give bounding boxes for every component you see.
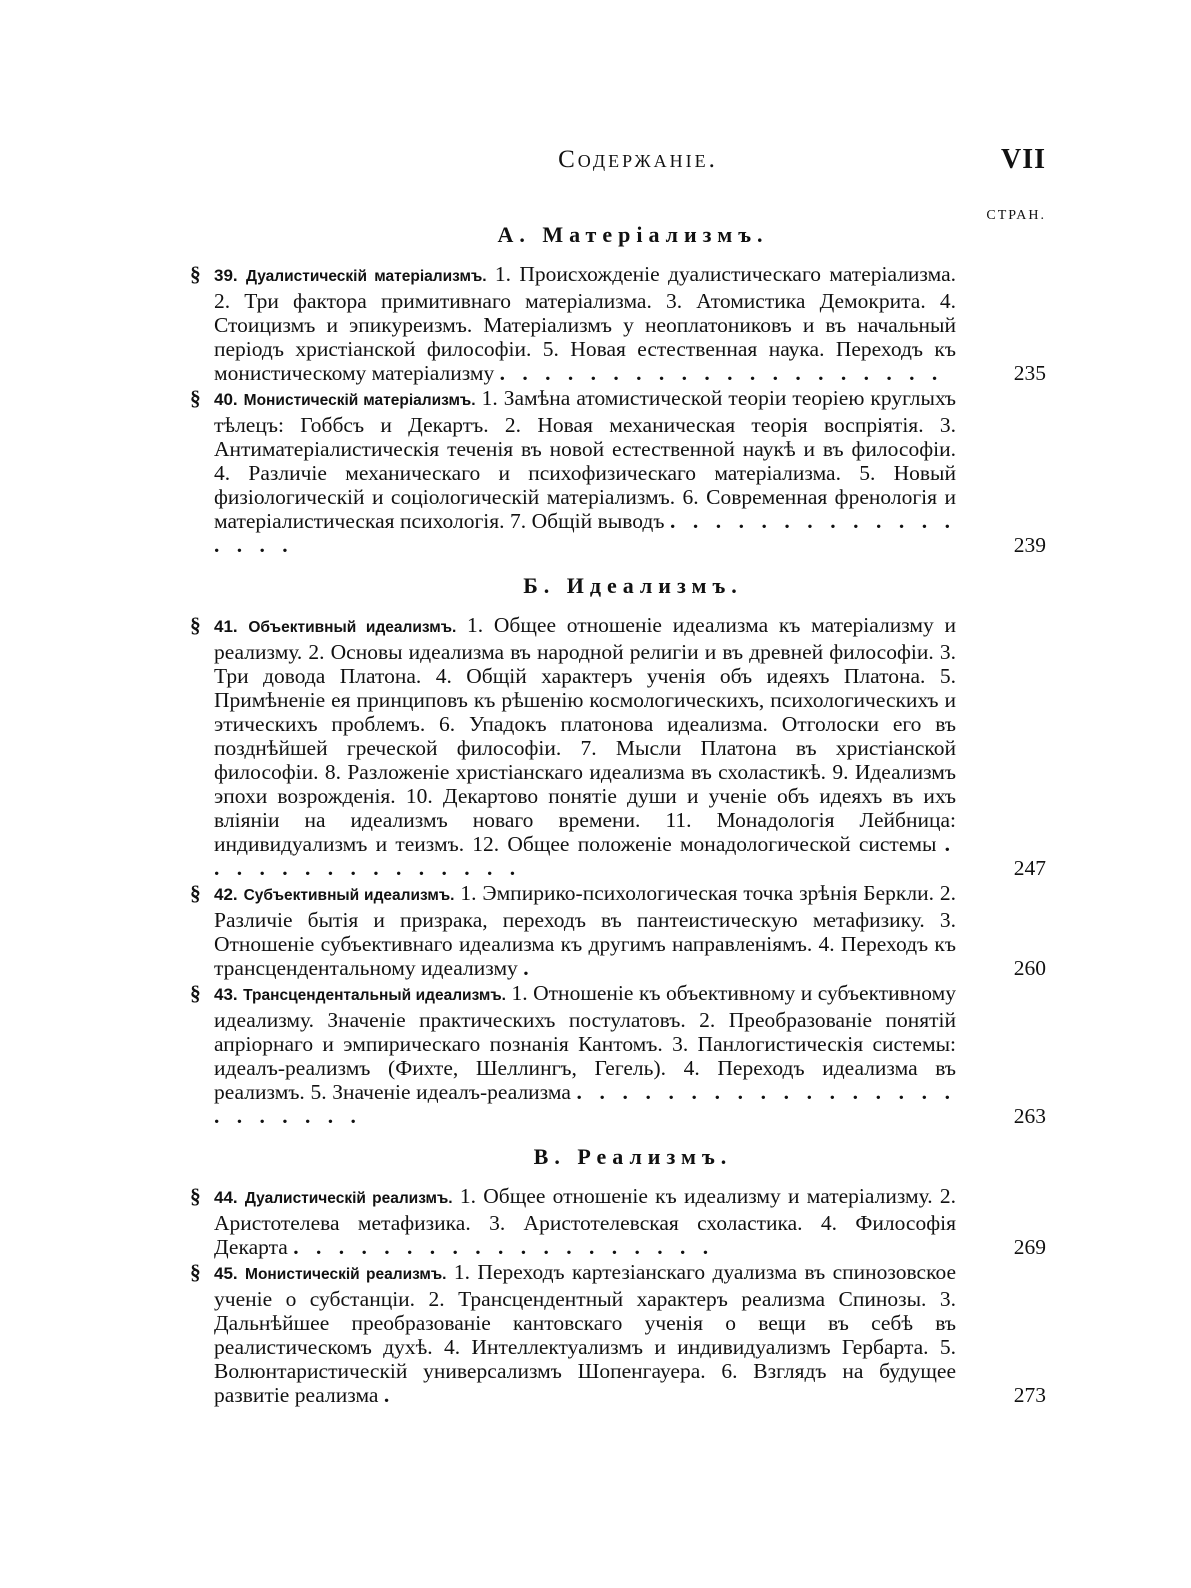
entry-title: Монистическій реализмъ.: [245, 1266, 447, 1283]
entry-number: 42.: [214, 885, 238, 904]
entry-description: 1. Замѣна атомистической теоріи теоріею круглыхъ тѣлецъ: Гоббсъ и Декартъ. 2. Новая механическая теорія воспріятія. 3. Антиматеріалистическія теченія въ новой естественной наукѣ и въ философіи. 4. Различіе механическаго и психофизическаго матеріализма. 5. Новый физіологическій и соціологическій матеріализмъ. 6. Современная френологія и матеріалистическая психологія. 7. Общій выводъ: [214, 386, 956, 533]
entry-page-number: 247: [1013, 856, 1046, 880]
entry-description: 1. Эмпирико-психологическая точка зрѣнія Беркли. 2. Различіе бытія и призрака, переходъ въ пантеистическую метафизику. 3. Отношеніе субъективнаго идеализма къ другимъ направленіямъ. 4. Переходъ къ трансцендентальному идеализму: [214, 881, 956, 980]
entry-text-block: [190, 881, 956, 980]
section-mark: §: [190, 613, 201, 637]
entry-description: 1. Переходъ картезіанскаго дуализма въ спинозовское ученіе о субстанціи. 2. Трансцендентный характеръ реализма Спинозы. 3. Дальнѣйшее преобразованіе кантовскаго ученія о вещи въ себѣ въ реалистическомъ духѣ. 4. Интеллектуализмъ и индивидуализмъ Гербарта. 5. Волюнтаристическій универсализмъ Шопенгауера. 6. Взглядъ на будущее развитіе реализма: [214, 1260, 956, 1407]
entry-text-block: [190, 981, 956, 1128]
entry-page-number: 263: [1013, 1104, 1046, 1128]
entry-text-block: [190, 1184, 956, 1259]
toc-entry-39[interactable]: [190, 262, 1046, 385]
table-of-contents: [190, 222, 1046, 1423]
entry-number: 40.: [214, 390, 238, 409]
toc-entry-40[interactable]: [190, 386, 1046, 557]
section-mark: §: [190, 981, 201, 1005]
toc-section-materialism: [190, 222, 1046, 557]
section-heading: Б. Идеализмъ.: [523, 573, 743, 598]
dot-leader: . . . . . . . . . . . . . . . . .: [214, 509, 956, 557]
page-header: [190, 146, 1046, 186]
section-heading: А. Матеріализмъ.: [497, 222, 769, 247]
entry-page-number: 273: [1013, 1383, 1046, 1407]
toc-entry-45[interactable]: [190, 1260, 1046, 1407]
toc-entry-43[interactable]: [190, 981, 1046, 1128]
page-column-label: СТРАН.: [986, 208, 1046, 223]
dot-leader: .: [523, 956, 535, 980]
section-mark: §: [190, 1184, 201, 1208]
entry-page-number: 235: [1013, 361, 1046, 385]
entry-title: Объективный идеализмъ.: [248, 619, 457, 636]
section-heading: В. Реализмъ.: [533, 1144, 733, 1169]
section-mark: §: [190, 262, 201, 286]
section-mark: §: [190, 386, 201, 410]
entry-page-number: 239: [1013, 533, 1046, 557]
entry-description: 1. Происхожденіе дуалистическаго матеріализма. 2. Три фактора примитивнаго матеріализма. 3. Атомистика Демокрита. 4. Стоицизмъ и эпикуреизмъ. Матеріализмъ у неоплатониковъ и въ начальный періодъ христіанской философіи. 5. Новая естественная наука. Переходъ къ монистическому матеріализму: [214, 262, 956, 385]
entry-number: 45.: [214, 1264, 238, 1283]
toc-section-realism: [190, 1144, 1046, 1407]
entry-description: 1. Общее отношеніе къ идеализму и матеріализму. 2. Аристотелева метафизика. 3. Аристотелевская схоластика. 4. Философія Декарта: [214, 1184, 956, 1259]
entry-title: Дуалистическій матеріализмъ.: [246, 268, 487, 285]
toc-entry-44[interactable]: [190, 1184, 1046, 1259]
dot-leader: . . . . . . . . . . . . . . . . . . . . . . . .: [214, 1080, 956, 1128]
dot-leader: .: [383, 1383, 396, 1407]
toc-section-idealism: [190, 573, 1046, 1128]
entry-text-block: [190, 386, 956, 557]
entry-number: 44.: [214, 1188, 238, 1207]
entry-number: 41.: [214, 617, 238, 636]
entry-title: Трансцендентальный идеализмъ.: [243, 987, 506, 1004]
entry-text-block: [190, 262, 956, 385]
entry-text-block: [190, 1260, 956, 1407]
dot-leader: . . . . . . . . . . . . . . . . . . . .: [499, 361, 944, 385]
dot-leader: . . . . . . . . . . . . . . . . . . .: [293, 1235, 715, 1259]
entry-number: 43.: [214, 985, 238, 1004]
entry-title: Монистическій матеріализмъ.: [243, 392, 476, 409]
entry-title: Субъективный идеализмъ.: [243, 887, 455, 904]
page-number: VII: [1000, 144, 1046, 175]
entry-page-number: 269: [1013, 1235, 1046, 1259]
dot-leader: . . . . . . . . . . . . . . .: [214, 832, 956, 880]
entry-description: 1. Отношеніе къ объективному и субъективному идеализму. Значеніе практическихъ постулатовъ. 2. Преобразованіе понятій апріорнаго и эмпирическаго познанія Кантомъ. 3. Панлогистическія системы: идеалъ-реализмъ (Фихте, Шеллингъ, Гегель). 4. Переходъ идеализма въ реализмъ. 5. Значеніе идеалъ-реализма: [214, 981, 956, 1104]
entry-page-number: 260: [1013, 956, 1046, 980]
entry-text-block: [190, 613, 956, 880]
toc-entry-42[interactable]: [190, 881, 1046, 980]
section-mark: §: [190, 881, 201, 905]
entry-number: 39.: [214, 266, 238, 285]
header-title: Содержаніе.: [558, 146, 718, 173]
toc-entry-41[interactable]: [190, 613, 1046, 880]
entry-title: Дуалистическій реализмъ.: [244, 1190, 453, 1207]
entry-description: 1. Общее отношеніе идеализма къ матеріализму и реализму. 2. Основы идеализма въ народной религіи и въ древней философіи. 3. Три довода Платона. 4. Общій характеръ ученія объ идеяхъ Платона. 5. Примѣненіе ея принциповъ къ рѣшенію космологическихъ, психологическихъ и этическихъ проблемъ. 6. Упадокъ платонова идеализма. Отголоски его въ позднѣйшей греческой философіи. 7. Мысли Платона въ христіанской философіи. 8. Разложеніе христіанскаго идеализма въ схоластикѣ. 9. Идеализмъ эпохи возрожденія. 10. Декартово понятіе души и ученіе объ идеяхъ въ ихъ вліяніи на идеализмъ новаго времени. 11. Монадологія Лейбница: индивидуализмъ и теизмъ. 12. Общее положеніе монадологической системы: [214, 613, 956, 856]
section-mark: §: [190, 1260, 201, 1284]
